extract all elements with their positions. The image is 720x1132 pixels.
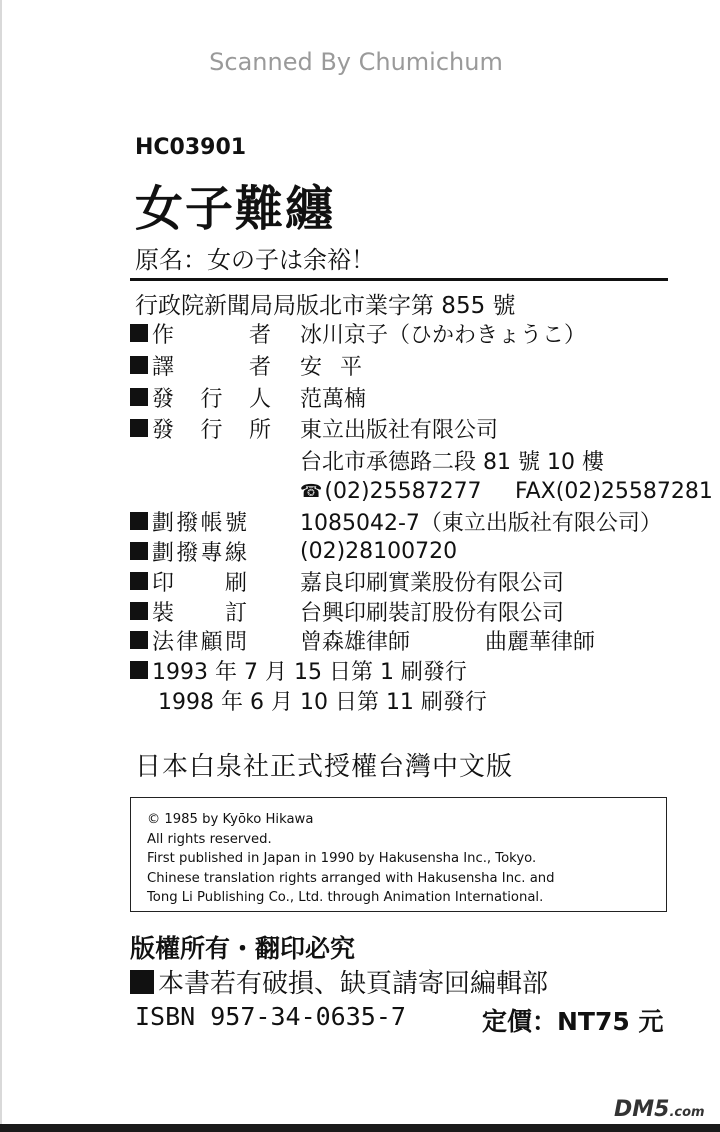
divider [130, 278, 668, 281]
damage-notice [130, 963, 548, 1000]
bullet-square [130, 324, 148, 342]
bullet-square [130, 602, 148, 620]
credit-row-author [130, 318, 587, 348]
copyright-line: Chinese translation rights arranged with Hakusensha Inc. and [147, 870, 555, 886]
logo-main: DM5 [614, 1097, 670, 1122]
bottom-band [0, 1124, 720, 1132]
fax-number: FAX(02)25587281 [515, 478, 713, 504]
credit-label: 劃撥專線 [152, 540, 248, 566]
credit-value: 東立出版社有限公司 [300, 417, 499, 443]
credit-row-account [130, 506, 662, 536]
site-logo [614, 1097, 705, 1122]
registration-number: 行政院新聞局局版北市業字第 855 號 [135, 293, 516, 319]
copyright-line: All rights reserved. [147, 831, 272, 847]
credit-value: 1085042-7（東立出版社有限公司） [300, 510, 662, 536]
authorization-notice: 日本白泉社正式授權台灣中文版 [135, 752, 514, 782]
rights-notice: 版權所有・翻印必究 [130, 934, 356, 963]
bullet-square [130, 631, 148, 649]
credit-label: 譯者 [152, 354, 272, 380]
credit-row-hotline [130, 536, 458, 566]
phone-text: (02)25587277 [324, 478, 482, 504]
catalog-code: HC03901 [135, 135, 247, 160]
first-print-date [130, 655, 467, 685]
credit-label: 印刷 [152, 570, 248, 596]
credit-label: 發行所 [152, 417, 272, 443]
credit-value: 曾森雄律師 [300, 629, 411, 655]
price: 定價：NT75 元 [482, 1007, 664, 1036]
bullet-square [130, 512, 148, 530]
credit-label: 劃撥帳號 [152, 510, 248, 536]
credit-label: 裝訂 [152, 600, 248, 626]
date-text: 1993 年 7 月 15 日第 1 刷發行 [152, 659, 467, 685]
scan-edge [0, 0, 2, 1124]
current-print-date: 1998 年 6 月 10 日第 11 刷發行 [158, 689, 487, 715]
credit-value-second: 曲麗華律師 [485, 629, 596, 655]
credit-value: 冰川京子（ひかわきょうこ） [300, 322, 587, 348]
credit-label: 發行人 [152, 386, 272, 412]
credit-row-publisher [130, 382, 367, 412]
credit-row-binding [130, 596, 565, 626]
damage-text: 本書若有破損、缺頁請寄回編輯部 [158, 969, 549, 999]
book-title: 女子難纏 [135, 181, 336, 237]
watermark: Scanned By Chumichum [209, 48, 503, 76]
bullet-square [130, 419, 148, 437]
credit-row-legal [130, 625, 596, 655]
copyright-line: © 1985 by Kyōko Hikawa [147, 812, 314, 827]
isbn: ISBN 957-34-0635-7 [135, 1002, 406, 1031]
address: 台北市承德路二段 81 號 10 樓 [300, 449, 604, 475]
bullet-square [130, 356, 148, 374]
original-title: 原名：女の子は余裕！ [135, 246, 375, 274]
bullet-square [130, 388, 148, 406]
copyright-line: Tong Li Publishing Co., Ltd. through Animation International. [147, 890, 544, 905]
bullet-square [130, 542, 148, 560]
bullet-square [130, 572, 148, 590]
credit-value: 安平 [300, 354, 381, 380]
credit-value: 嘉良印刷實業股份有限公司 [300, 570, 565, 596]
credit-row-printing [130, 566, 565, 596]
credit-row-publishing-house [130, 413, 499, 443]
credit-value: 台興印刷裝訂股份有限公司 [300, 600, 565, 626]
bullet-square [130, 661, 148, 679]
copyright-line: First published in Japan in 1990 by Hakusensha Inc., Tokyo. [147, 851, 537, 866]
telephone-icon: ☎ [300, 480, 323, 502]
bullet-square [130, 970, 154, 994]
phone-number [300, 476, 482, 506]
credit-label: 法律顧問 [152, 629, 248, 655]
credit-value: 范萬楠 [300, 386, 367, 412]
credit-row-translator [130, 350, 381, 380]
credit-label: 作者 [152, 322, 272, 348]
credit-value: (02)28100720 [300, 538, 458, 564]
logo-suffix: .com [669, 1105, 705, 1120]
copyright-box [130, 797, 667, 912]
